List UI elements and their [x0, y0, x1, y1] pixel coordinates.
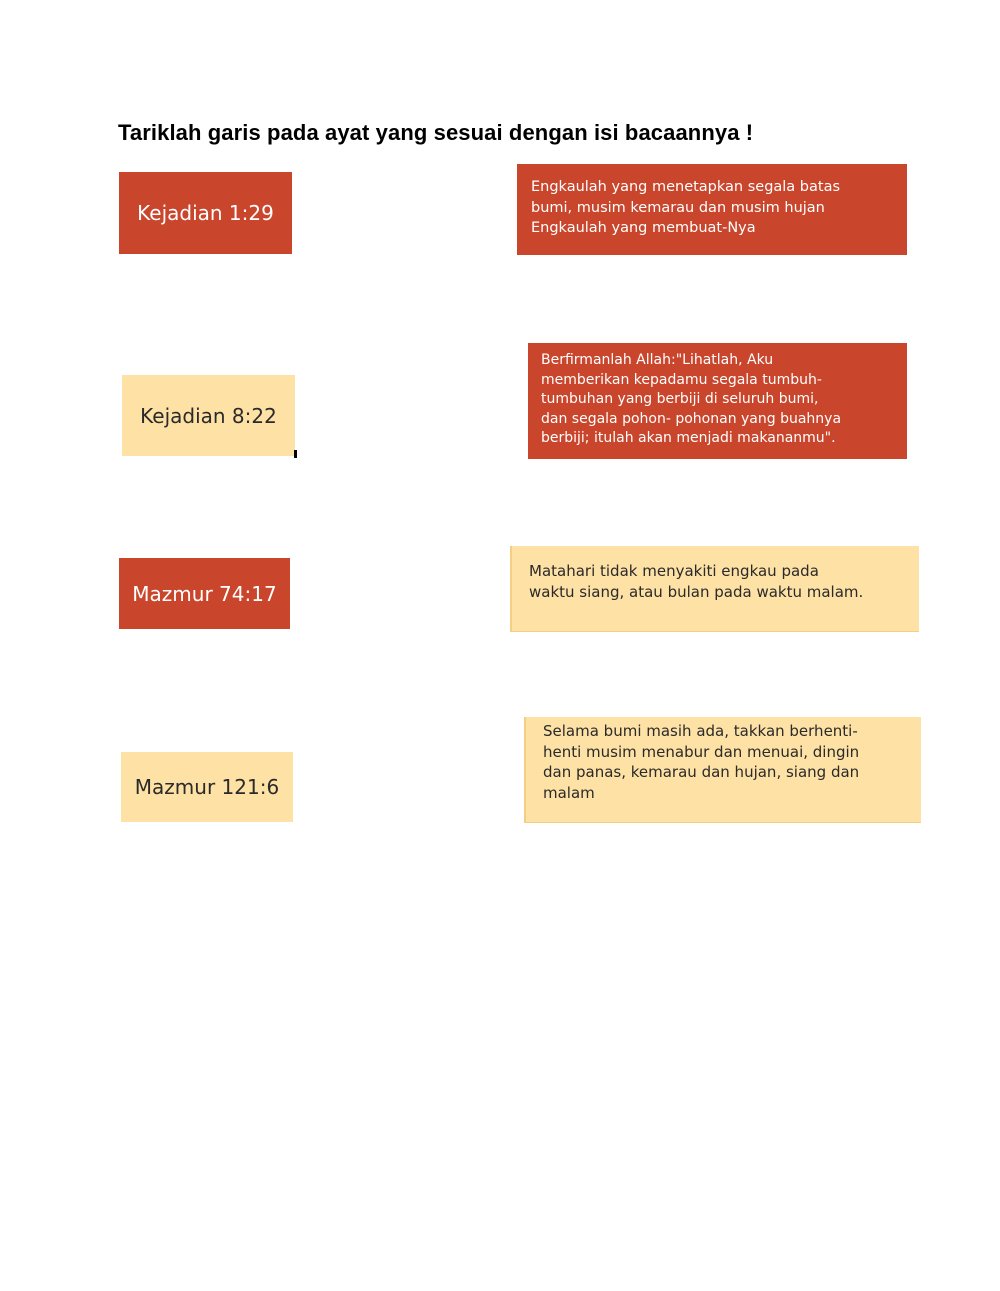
reference-label: Mazmur 121:6 — [134, 775, 280, 799]
reference-card-kejadian-1-29[interactable] — [119, 172, 292, 254]
verse-card-4[interactable] — [524, 717, 921, 822]
verse-line: Engkaulah yang membuat-Nya — [531, 220, 756, 236]
verse-card-3[interactable] — [510, 546, 919, 631]
verse-line: Selama bumi masih ada, takkan berhenti- — [543, 722, 858, 740]
reference-label: Kejadian 8:22 — [140, 403, 277, 428]
verse-line: Berfirmanlah Allah:"Lihatlah, Aku — [541, 352, 774, 368]
verse-card-2[interactable] — [528, 343, 907, 459]
reference-label: Mazmur 74:17 — [132, 581, 277, 606]
connector-mark — [294, 450, 297, 458]
verse-line: tumbuhan yang berbiji di seluruh bumi, — [541, 391, 819, 407]
reference-card-kejadian-8-22[interactable] — [122, 375, 295, 456]
verse-line: waktu siang, atau bulan pada waktu malam. — [529, 582, 864, 601]
verse-line: berbiji; itulah akan menjadi makananmu". — [541, 430, 836, 446]
verse-line: malam — [543, 783, 595, 802]
verse-line: dan panas, kemarau dan hujan, siang dan — [543, 763, 860, 781]
reference-label: Kejadian 1:29 — [137, 201, 274, 225]
reference-card-mazmur-74-17[interactable] — [119, 558, 290, 629]
page-title: Tariklah garis pada ayat yang sesuai dengan isi bacaannya ! — [118, 120, 754, 145]
verse-line: dan segala pohon- pohonan yang buahnya — [541, 410, 842, 427]
verse-card-1[interactable] — [517, 164, 907, 255]
reference-card-mazmur-121-6[interactable] — [121, 752, 293, 822]
verse-line: bumi, musim kemarau dan musim hujan — [531, 199, 825, 216]
verse-line: Engkaulah yang menetapkan segala batas — [531, 179, 841, 195]
verse-line: henti musim menabur dan menuai, dingin — [543, 742, 860, 761]
verse-line: memberikan kepadamu segala tumbuh- — [541, 371, 822, 388]
verse-line: Matahari tidak menyakiti engkau pada — [529, 562, 819, 580]
